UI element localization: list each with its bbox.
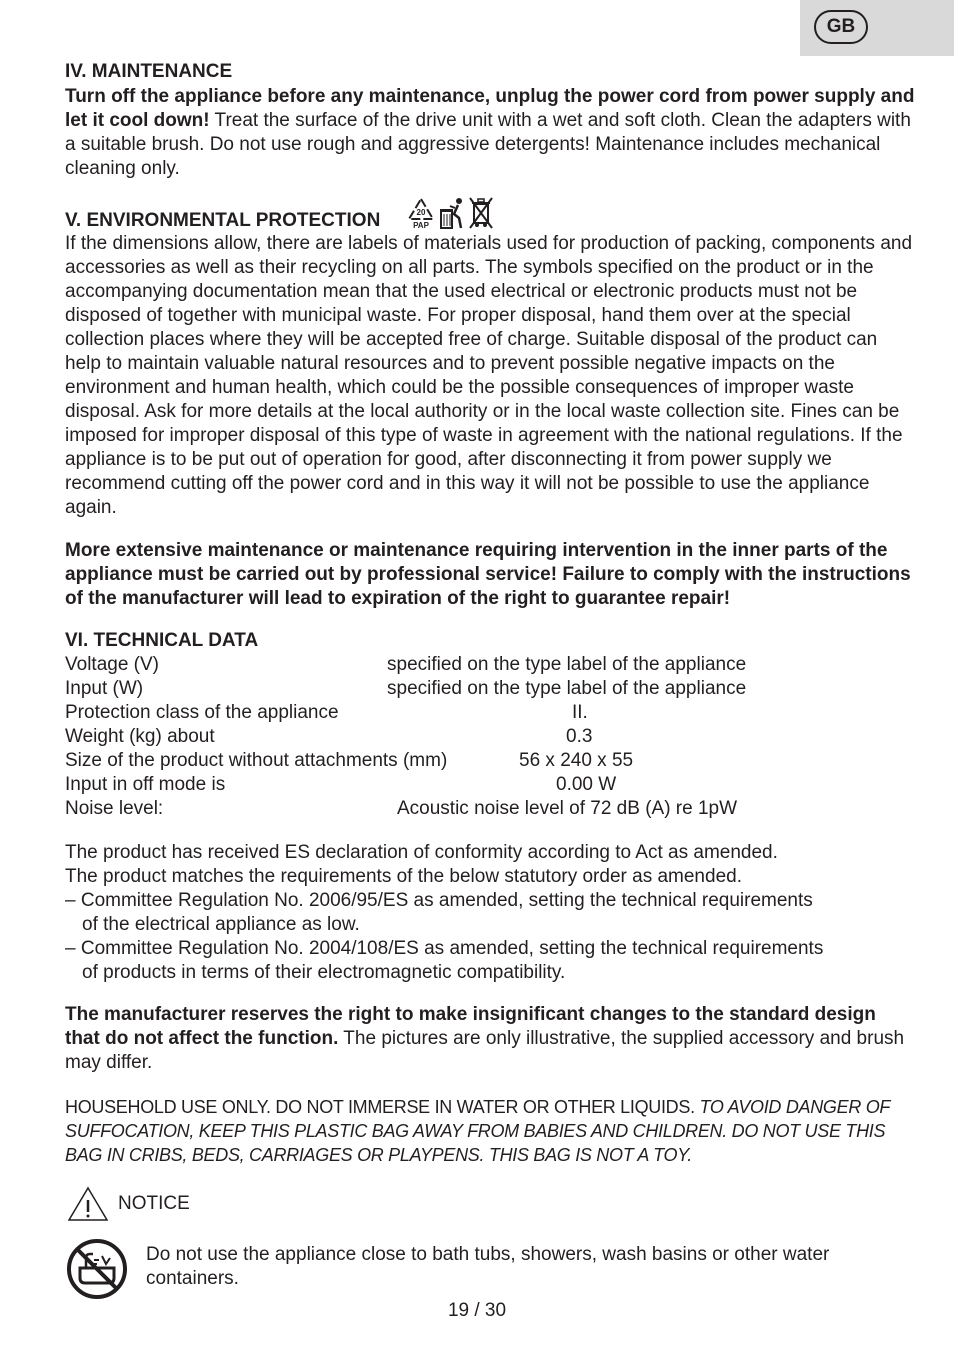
environment-heading: V. ENVIRONMENTAL PROTECTION [65, 210, 381, 231]
tidyman-icon [438, 196, 466, 230]
conformity-line-1: The product has received ES declaration of conformity according to Act as amended. [65, 842, 778, 863]
tech-label: Voltage (V) [65, 654, 159, 675]
technical-heading: VI. TECHNICAL DATA [65, 630, 259, 651]
maintenance-text: Treat the surface of the drive unit with a wet and soft cloth. Clean the adapters with a suitable brush. Do not use rough and aggressive detergents! Maintenance includes mechanical cleaning only. [65, 110, 911, 179]
conformity-item-2a: – Committee Regulation No. 2004/108/ES as amended, setting the technical requirements [65, 938, 824, 959]
technical-section [65, 629, 915, 821]
tech-row-input [65, 677, 915, 701]
recycling-label: PAP [413, 221, 430, 230]
conformity-item-2b: of products in terms of their electromagnetic compatibility. [82, 962, 566, 983]
tech-row-protection-class [65, 701, 915, 725]
notice-label: NOTICE [118, 1193, 190, 1214]
tech-value: 56 x 240 x 55 [519, 750, 634, 771]
maintenance-section [65, 60, 915, 181]
conformity-section [65, 841, 915, 985]
recycling-pap-icon [406, 196, 436, 230]
tech-row-weight [65, 725, 915, 749]
tech-value: Acoustic noise level of 72 dB (A) re 1pW [397, 798, 738, 819]
tech-row-voltage [65, 653, 915, 677]
tech-value: 0.00 W [556, 774, 617, 795]
tech-value: specified on the type label of the appliance [387, 678, 747, 699]
manufacturer-section [65, 1003, 915, 1075]
maintenance-paragraph [65, 85, 915, 181]
tech-label: Weight (kg) about [65, 726, 215, 747]
no-water-icon-wrap [66, 1238, 128, 1307]
no-bath-water-icon [66, 1238, 128, 1300]
tech-label: Protection class of the appliance [65, 702, 339, 723]
plastic-bag-warning: TO AVOID DANGER OF SUFFOCATION, KEEP THIS PLASTIC BAG AWAY FROM BABIES AND CHILDREN. DO NOT USE THIS BAG IN CRIBS, BEDS, CARRIAGES OR PLAYPENS. THIS BAG IS NOT A TOY. [65, 1097, 890, 1165]
maintenance-heading: IV. MAINTENANCE [65, 61, 233, 82]
tech-value: specified on the type label of the appliance [387, 654, 747, 675]
tech-label: Input in off mode is [65, 774, 226, 795]
manufacturer-text: The pictures are only illustrative, the supplied accessory and brush may differ. [65, 1028, 905, 1073]
crossed-bin-icon [468, 196, 494, 230]
environment-icons [406, 196, 494, 230]
recycling-number: 20 [416, 208, 426, 217]
household-paragraph [65, 1095, 910, 1167]
language-badge: GB [814, 10, 868, 44]
tech-label: Input (W) [65, 678, 144, 699]
water-warning: Do not use the appliance close to bath tubs, showers, wash basins or other water containers. [146, 1244, 830, 1289]
notice-row [66, 1185, 190, 1223]
tech-label: Noise level: [65, 798, 164, 819]
tech-value: II. [572, 702, 588, 723]
conformity-line-2: The product matches the requirements of the below statutory order as amended. [65, 866, 742, 887]
page-number: 19 / 30 [447, 1300, 507, 1321]
household-text: HOUSEHOLD USE ONLY. DO NOT IMMERSE IN WATER OR OTHER LIQUIDS. [65, 1097, 700, 1117]
tech-row-off-mode [65, 773, 915, 797]
service-notice-section [65, 539, 915, 611]
tech-value: 0.3 [566, 726, 593, 747]
environment-heading-line [65, 196, 915, 234]
manufacturer-paragraph [65, 1003, 915, 1075]
conformity-item-1a: – Committee Regulation No. 2006/95/ES as amended, setting the technical requirements [65, 890, 813, 911]
manufacturer-bold-text: The manufacturer reserves the right to make insignificant changes to the standard design that do not affect the function. [65, 1004, 876, 1049]
conformity-item-1b: of the electrical appliance as low. [82, 914, 360, 935]
environment-section [65, 196, 915, 520]
tech-row-noise [65, 797, 915, 821]
environment-text: If the dimensions allow, there are labels of materials used for production of packing, components and accessories as well as their recycling on all parts. The symbols specified on the product or in the accompanying documentation mean that the used electrical or electronic products must not be disposed of together with municipal waste. For proper disposal, hand them over at the special collection places where they will be accepted free of charge. Suitable disposal of the product can help to maintain valuable natural resources and to prevent possible negative impacts on the environment and human health, which could be the possible consequences of improper waste disposal. Ask for more details at the local authority or in the local waste collection site. Fines can be imposed for improper disposal of this type of waste in agreement with the national regulations. If the appliance is to be put out of operation for good, after disconnecting it from power supply we recommend cutting off the power cord and in this way it will not be possible to use the appliance again. [65, 233, 913, 518]
warning-triangle-icon [66, 1185, 110, 1223]
language-tab [800, 0, 954, 56]
tech-row-size [65, 749, 915, 773]
maintenance-bold-text: Turn off the appliance before any maintenance, unplug the power cord from power supply and let it cool down! [65, 86, 915, 131]
household-section [65, 1095, 910, 1167]
service-notice: More extensive maintenance or maintenance requiring intervention in the inner parts of the appliance must be carried out by professional service! Failure to comply with the instructions of the manufacturer will lead to expiration of the right to guarantee repair! [65, 540, 911, 609]
tech-label: Size of the product without attachments (mm) [65, 750, 448, 771]
